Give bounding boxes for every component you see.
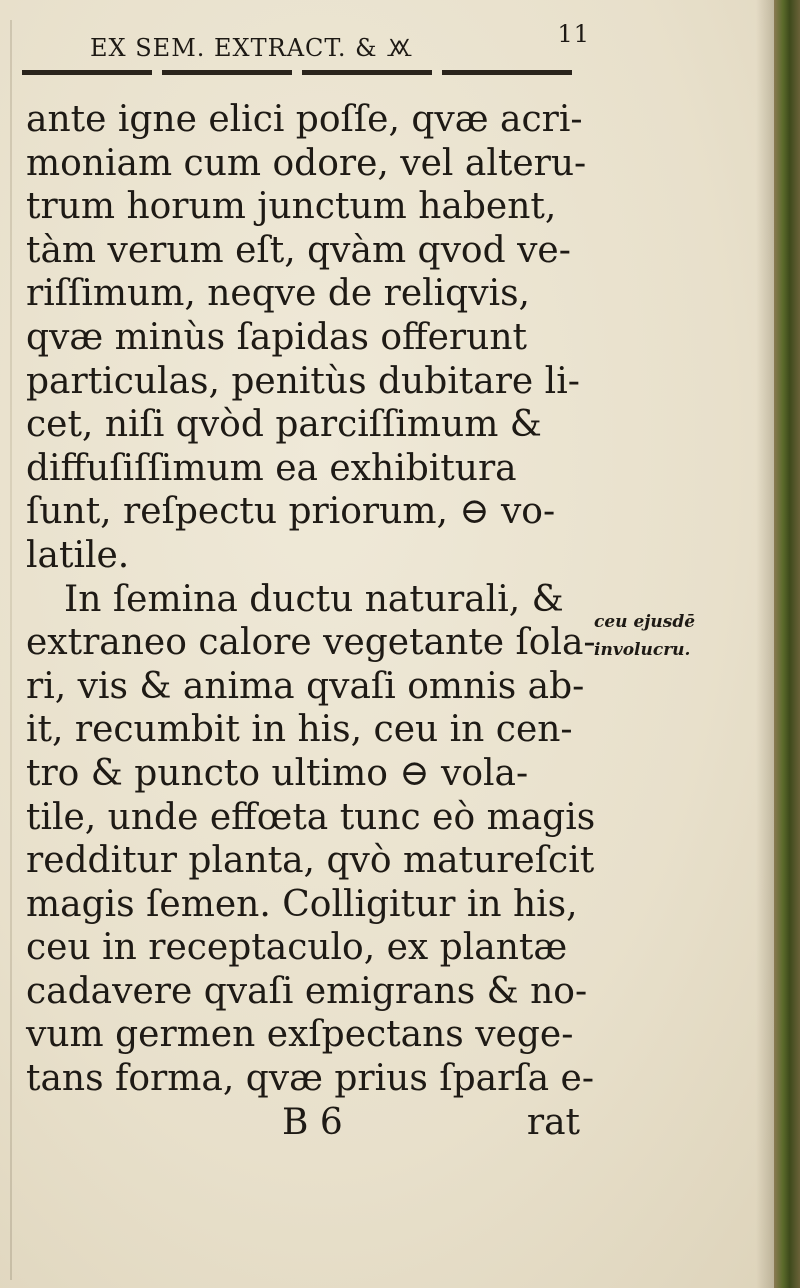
text-line: it, recumbit in his, ceu in cen- — [26, 709, 573, 751]
gutter-shadow — [10, 20, 12, 1280]
text-line: cadavere qvaſi emigrans & no- — [26, 970, 588, 1012]
text-line: redditur planta, qvò matureſcit — [26, 840, 595, 882]
page-number: 11 — [557, 20, 590, 48]
text-line: trum horum junctum habent, — [26, 186, 557, 228]
text-line: ſunt, reſpectu priorum, ⊖ vo- — [26, 491, 556, 533]
text-line: ante igne elici poſſe, qvæ acri- — [26, 99, 583, 140]
text-line: ceu in receptaculo, ex plantæ — [26, 927, 568, 969]
page-header — [90, 20, 590, 62]
text-line: moniam cum odore, vel alteru- — [26, 142, 587, 184]
text-line: latile. — [26, 534, 130, 576]
catchword: rat — [526, 1101, 580, 1143]
body-text — [26, 98, 596, 1144]
text-line: cet, niſi qvòd parciſſimum & — [26, 404, 542, 446]
text-line: diffuſiſſimum ea exhibitura — [26, 447, 517, 489]
paragraph-start-line: In ſemina ductu naturali, & — [64, 578, 564, 620]
running-title: EX SEM. EXTRACT. & 🝪 — [90, 34, 414, 62]
text-line: tàm verum eſt, qvàm qvod ve- — [26, 229, 571, 271]
marginal-note-line: involucru. — [594, 640, 691, 660]
text-line: vum germen exſpectans vege- — [26, 1014, 574, 1056]
text-line: riſſimum, neqve de reliqvis, — [26, 273, 530, 315]
text-line: tro & puncto ultimo ⊖ vola- — [26, 752, 529, 794]
marginal-note — [594, 608, 695, 664]
text-line: ri, vis & anima qvaſi omnis ab- — [26, 665, 585, 707]
text-line: tans forma, qvæ prius ſparſa e- — [26, 1058, 595, 1100]
text-line: tile, unde effœta tunc eò magis — [26, 796, 596, 838]
page-footer — [26, 1101, 586, 1145]
text-line: particulas, penitùs dubitare li- — [26, 360, 580, 402]
text-line: magis ſemen. Colligitur in his, — [26, 883, 578, 925]
text-line: extraneo calore vegetante ſola- — [26, 622, 596, 664]
signature-mark: B 6 — [282, 1101, 343, 1143]
adjacent-page-edge — [774, 0, 800, 1288]
marginal-note-line: ceu ejusdē — [594, 612, 696, 632]
page-edge-shadow — [756, 0, 774, 1288]
text-line: qvæ minùs ſapidas offerunt — [26, 316, 527, 358]
header-rule — [22, 70, 582, 75]
